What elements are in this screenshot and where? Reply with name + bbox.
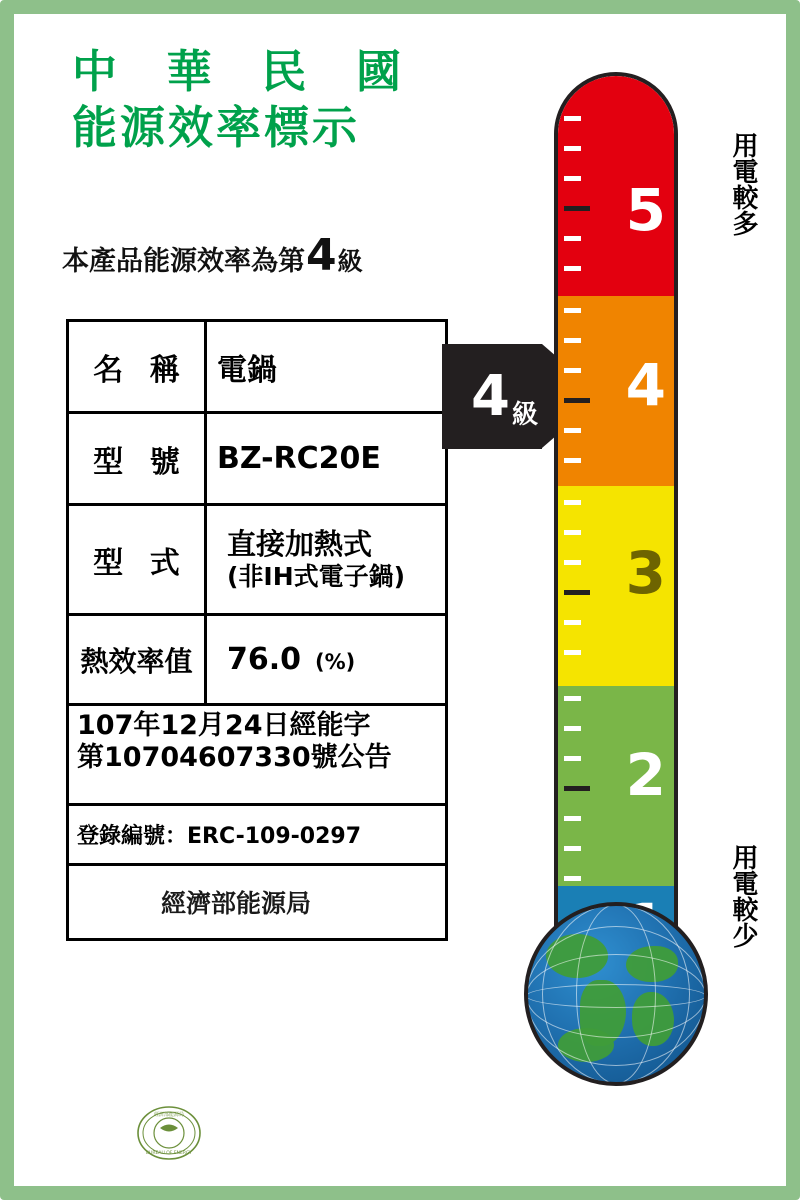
scale-note-high-usage: 用電較多 xyxy=(728,132,758,236)
thermometer-tube xyxy=(554,72,678,972)
table-row-notice xyxy=(69,706,445,806)
energy-thermometer xyxy=(554,72,678,972)
thermometer-digit-4: 4 xyxy=(625,351,666,419)
table-row xyxy=(69,322,445,414)
label-heading xyxy=(72,44,552,156)
grade-sentence-suffix: 級 xyxy=(337,247,363,276)
table-row xyxy=(69,616,445,706)
table-row xyxy=(69,414,445,506)
grade-badge-unit: 級 xyxy=(511,400,538,430)
grade-sentence xyxy=(62,230,363,281)
row-value-type-lines xyxy=(217,529,405,590)
footer-group xyxy=(69,866,311,938)
row-value-efficiency xyxy=(207,616,445,703)
efficiency-unit: (%) xyxy=(315,650,356,674)
spec-table xyxy=(66,319,448,941)
row-label-type: 型 式 xyxy=(69,506,207,613)
thermometer-digit-5: 5 xyxy=(625,176,666,244)
table-row xyxy=(69,506,445,616)
grade-sentence-number: 4 xyxy=(306,230,337,281)
table-row-registration xyxy=(69,806,445,866)
notice-line-1: 107年12月24日經能字 xyxy=(77,710,371,741)
grade-badge-text xyxy=(442,344,567,449)
type-line-1: 直接加熱式 xyxy=(227,527,373,562)
row-label-model: 型 號 xyxy=(69,414,207,503)
row-value-model: BZ-RC20E xyxy=(217,441,381,476)
grade-sentence-prefix: 本產品能源效率為第 xyxy=(62,246,305,277)
thermometer-digit-2: 2 xyxy=(625,741,666,809)
thermometer-digit-3: 3 xyxy=(625,539,666,607)
table-row-footer xyxy=(69,866,445,938)
row-value-name: 電鍋 xyxy=(217,352,277,388)
row-label-name: 名 稱 xyxy=(69,322,207,411)
heading-line-2: 能源效率標示 xyxy=(72,101,361,154)
thermometer-earth-bulb-icon xyxy=(524,902,708,1086)
bureau-of-energy-seal-icon xyxy=(136,1104,202,1162)
row-label-efficiency: 熱效率值 xyxy=(69,616,207,703)
svg-text:經濟部能源局: 經濟部能源局 xyxy=(153,1112,185,1118)
issuing-authority: 經濟部能源局 xyxy=(161,889,312,918)
grade-badge-number: 4 xyxy=(471,363,510,429)
registration-number: 登錄編號：ERC-109-0297 xyxy=(77,824,362,849)
heading-line-1: 中 華 民 國 xyxy=(72,45,418,98)
thermometer-ticks xyxy=(564,76,590,968)
notice-text xyxy=(69,706,392,803)
notice-line-2: 第10704607330號公告 xyxy=(77,741,392,773)
scale-note-low-usage: 用電較少 xyxy=(728,844,758,948)
svg-text:BUREAU OF ENERGY: BUREAU OF ENERGY xyxy=(146,1151,192,1156)
type-line-2: (非IH式電子鍋) xyxy=(227,561,406,591)
efficiency-value-group xyxy=(217,642,355,677)
row-value-type xyxy=(207,506,445,613)
efficiency-number: 76.0 xyxy=(227,642,302,677)
